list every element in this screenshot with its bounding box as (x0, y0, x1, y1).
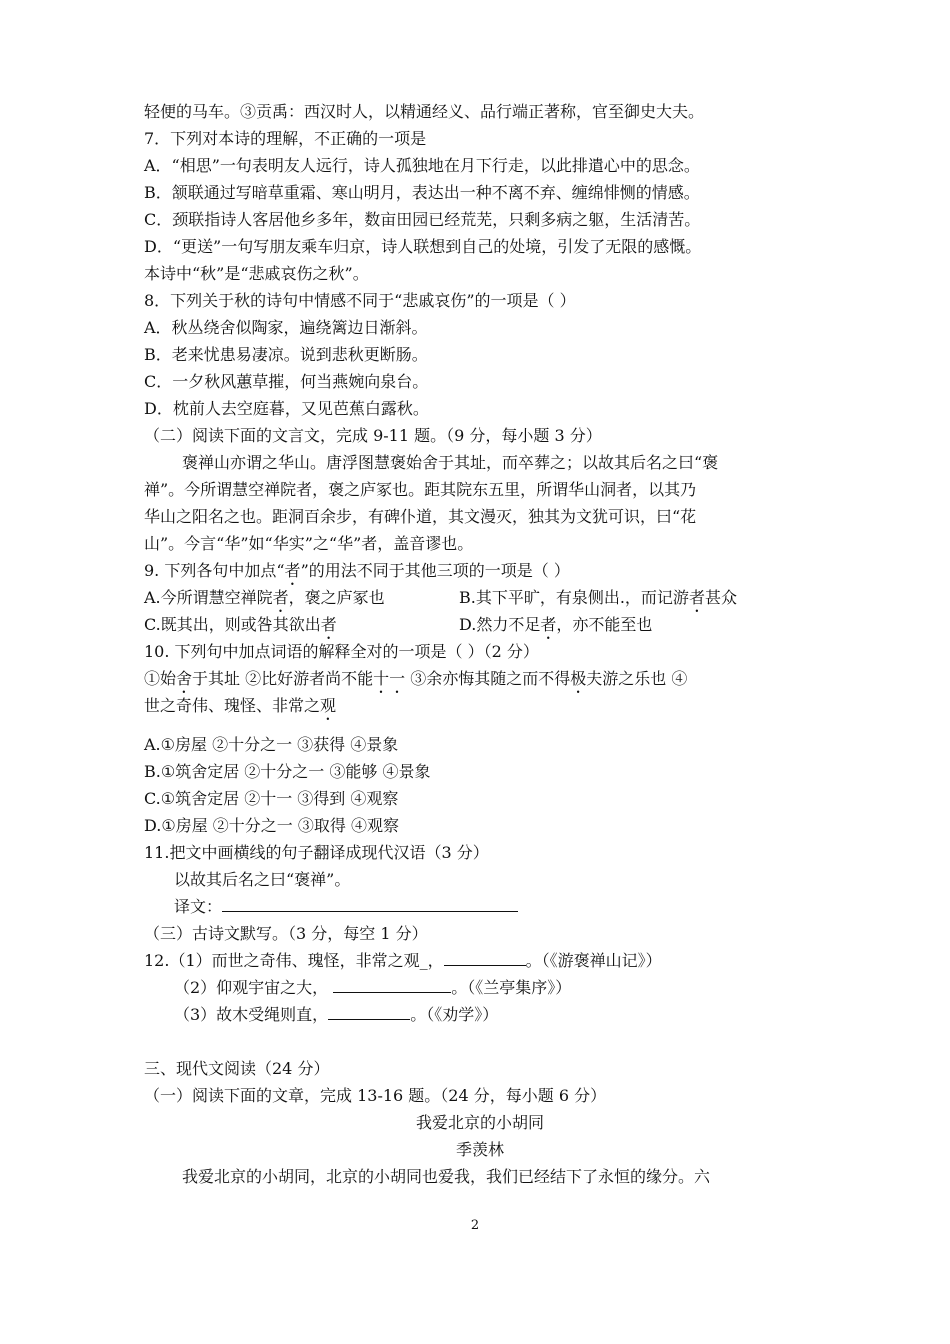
question-7-option-c: C．颈联指诗人客居他乡多年，数亩田园已经荒芜，只剩多病之躯，生活清苦。 (144, 210, 701, 229)
dotted-word: 观 (320, 696, 337, 715)
part-3-section-1-heading: （一）阅读下面的文章，完成 13-16 题。（24 分，每小题 6 分） (144, 1086, 607, 1105)
dotted-word: 十一 (373, 669, 406, 688)
page-number: 2 (470, 1218, 480, 1233)
question-10-stem: 10. 下列句中加点词语的解释全对的一项是（ ）（2 分） (144, 642, 539, 661)
question-7-option-d-cont: 本诗中“秋”是“悲戚哀伤之秋”。 (144, 264, 369, 283)
question-10-option-c: C.①筑舍定居 ②十一 ③得到 ④观察 (144, 789, 399, 808)
question-7-option-b: B．颔联通过写暗草重霜、寒山明月，表达出一种不离不弃、缠绵悱恻的情感。 (144, 183, 700, 202)
passage-line-3: 华山之阳名之也。距洞百余步，有碑仆道，其文漫灭，独其为文犹可识，曰“花 (144, 507, 697, 526)
question-11-stem: 11.把文中画横线的句子翻译成现代汉语（3 分） (144, 843, 489, 862)
article-paragraph-1: 我爱北京的小胡同，北京的小胡同也爱我，我们已经结下了永恒的缘分。六 (182, 1167, 711, 1186)
dotted-word: 极 (570, 669, 587, 688)
question-12-item-2: （2）仰观宇宙之大， 。（《兰亭集序》） (144, 974, 816, 1001)
question-9-stem: 9. 下列各句中加点“者”的用法不同于其他三项的一项是（ ） (144, 561, 570, 580)
part-3-heading: 三、现代文阅读（24 分） (144, 1059, 330, 1078)
passage-line-4: 山”。今言“华”如“华实”之“华”者，盖音谬也。 (144, 534, 474, 553)
document-body (144, 98, 816, 1190)
dotted-word: 者 (540, 615, 557, 634)
question-9-options-ab (144, 584, 816, 611)
section-3-heading: （三）古诗文默写。（3 分，每空 1 分） (144, 924, 428, 943)
question-8-option-a: A．秋丛绕舍似陶家，遍绕篱边日渐斜。 (144, 318, 428, 337)
question-8-option-d: D．枕前人去空庭暮，又见芭蕉白露秋。 (144, 399, 429, 418)
dotted-word: 者 (272, 588, 289, 607)
question-9-option-b: B.其下平旷，有泉侧出.，而记游者甚众 (459, 588, 737, 607)
dotted-word: 者 (688, 588, 705, 607)
article-author: 季羡林 (455, 1140, 504, 1159)
question-10-option-a: A.①房屋 ②十分之一 ③获得 ④景象 (144, 735, 399, 754)
question-9-option-d: D.然力不足者，亦不能至也 (459, 615, 653, 634)
passage-line-2: 禅”。今所谓慧空禅院者，褒之庐冢也。距其院东五里，所谓华山洞者，以其乃 (144, 480, 697, 499)
question-11-sentence: 以故其后名之曰“褒禅”。 (174, 870, 351, 889)
question-7-option-d: D．“更送”一句写朋友乘车归京，诗人联想到自己的处境，引发了无限的感慨。 (144, 237, 702, 256)
article-title: 我爱北京的小胡同 (415, 1113, 544, 1132)
dotted-word: 者 (320, 615, 337, 634)
section-2-heading: （二）阅读下面的文言文，完成 9-11 题。（9 分，每小题 3 分） (144, 426, 602, 445)
answer-blank[interactable] (444, 947, 526, 966)
answer-blank[interactable] (333, 974, 451, 993)
question-8-stem: 8．下列关于秋的诗句中情感不同于“悲戚哀伤”的一项是（ ） (144, 291, 576, 310)
question-10-sentences: ①始舍于其址 ②比好游者尚不能十一 ③余亦悔其随之而不得极夫游之乐也 ④ (144, 669, 688, 688)
question-12-item-1: 12.（1）而世之奇伟、瑰怪，非常之观_， 。（《游褒禅山记》） (144, 947, 816, 974)
question-8-option-b: B．老来忧患易凄凉。说到悲秋更断肠。 (144, 345, 428, 364)
question-9-option-a: A.今所谓慧空禅院者，褒之庐冢也 (144, 588, 385, 607)
question-10-option-b: B.①筑舍定居 ②十分之一 ③能够 ④景象 (144, 762, 431, 781)
question-10-sentences-cont: 世之奇伟、瑰怪、非常之观 (144, 696, 337, 715)
question-10-option-d: D.①房屋 ②十分之一 ③取得 ④观察 (144, 816, 399, 835)
answer-blank[interactable] (328, 1001, 410, 1020)
question-7-stem: 7．下列对本诗的理解，不正确的一项是 (144, 129, 427, 148)
question-7-option-a: A．“相思”一句表明友人远行，诗人孤独地在月下行走，以此排遣心中的思念。 (144, 156, 700, 175)
dotted-word: 舍 (176, 669, 193, 688)
question-11-answer-line: 译文： (144, 893, 816, 920)
question-9-options-cd (144, 611, 816, 638)
answer-blank[interactable] (222, 893, 518, 912)
dotted-word: 者 (284, 561, 301, 580)
note-continuation: 轻便的马车。③贡禹：西汉时人，以精通经义、品行端正著称，官至御史大夫。 (144, 102, 705, 121)
passage-line-1: 褒禅山亦谓之华山。唐浮图慧褒始舍于其址，而卒葬之；以故其后名之曰“褒 (182, 453, 719, 472)
question-12-item-3: （3）故木受绳则直， 。（《劝学》） (144, 1001, 816, 1028)
blank-line (144, 1028, 816, 1055)
question-8-option-c: C．一夕秋风蕙草摧，何当燕婉向泉台。 (144, 372, 429, 391)
question-9-option-c: C.既其出，则或咎其欲出者 (144, 615, 337, 634)
